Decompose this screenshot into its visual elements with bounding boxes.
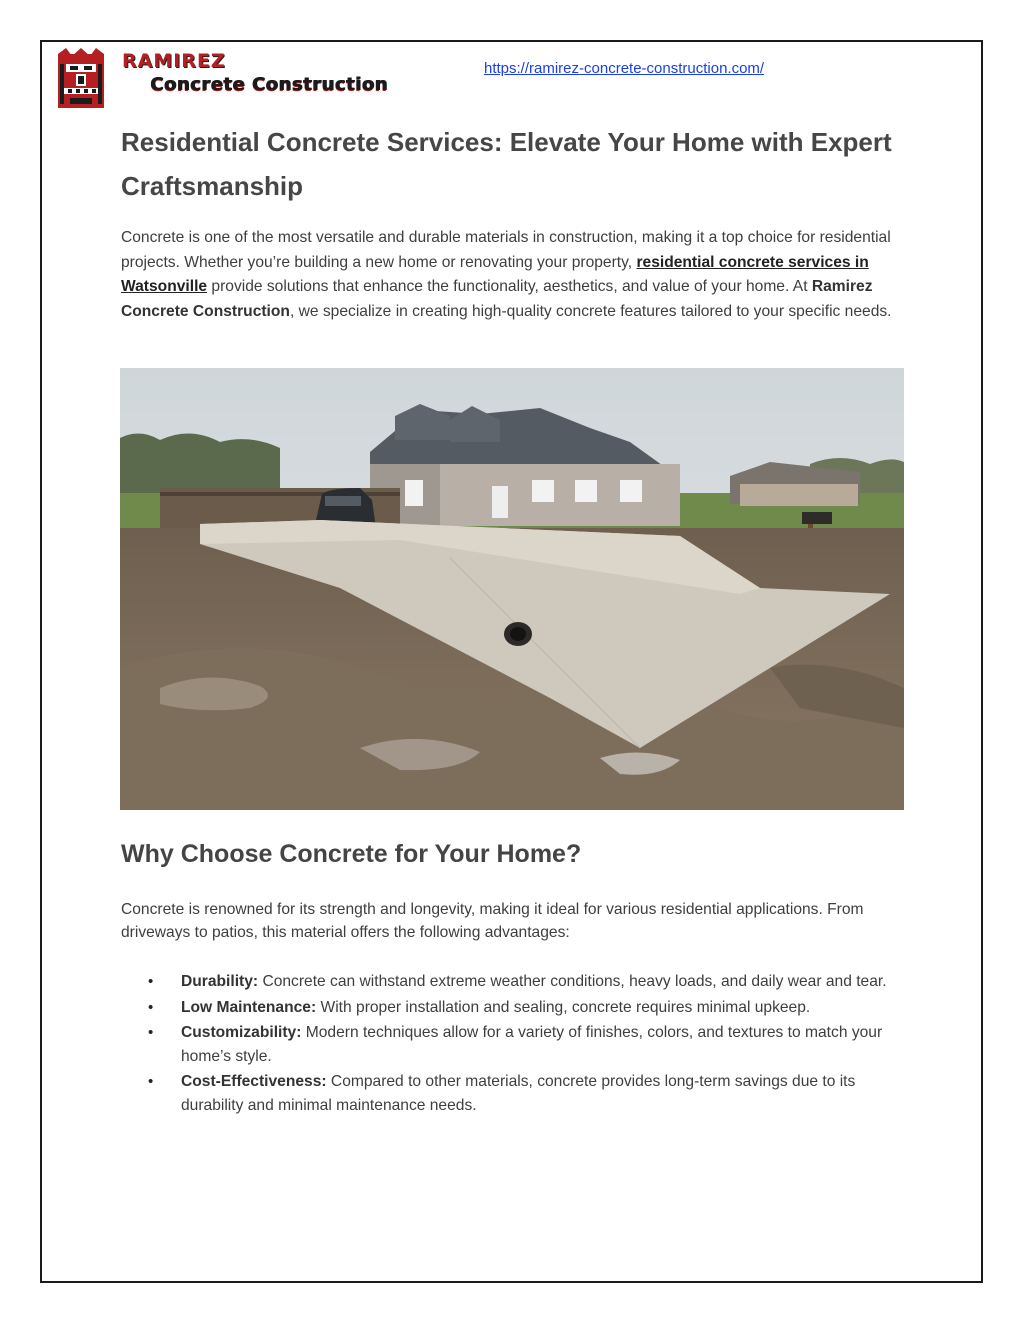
intro-paragraph bbox=[121, 226, 911, 324]
advantage-text: With proper installation and sealing, concrete requires minimal upkeep. bbox=[316, 998, 811, 1016]
aztec-mask-icon bbox=[56, 48, 106, 110]
advantage-term: Durability: bbox=[181, 973, 259, 990]
advantage-term: Cost-Effectiveness: bbox=[181, 1073, 327, 1090]
company-name: Ramirez Concrete Construction bbox=[121, 278, 873, 320]
advantage-term: Customizability: bbox=[181, 1024, 302, 1041]
bullet-icon: • bbox=[148, 1024, 154, 1041]
intro-text-1: Concrete is one of the most versatile and durable materials in construction, making it a top choice for residential projects. Whether you’re building a new home or renovating your property, bbox=[121, 229, 891, 271]
advantages-list bbox=[148, 970, 908, 1119]
intro-text-2: provide solutions that enhance the functionality, aesthetics, and value of your home. At bbox=[207, 278, 812, 295]
section-heading: Why Choose Concrete for Your Home? bbox=[121, 840, 582, 868]
company-logo[interactable] bbox=[56, 46, 396, 112]
page-title: Residential Concrete Services: Elevate Your Home with Expert Craftsmanship bbox=[121, 127, 892, 201]
watsonville-services-link[interactable]: residential concrete services in Watsonville bbox=[121, 253, 869, 295]
section-paragraph: Concrete is renowned for its strength and longevity, making it ideal for various residential applications. From driveways to patios, this material offers the following advantages: bbox=[121, 901, 864, 941]
list-item bbox=[148, 1070, 908, 1117]
logo-line-1: RAMIREZ bbox=[122, 50, 226, 72]
advantage-text: Compared to other materials, concrete provides long-term savings due to its durability and minimal maintenance needs. bbox=[181, 1073, 856, 1114]
bullet-icon: • bbox=[148, 998, 154, 1016]
logo-wordmark bbox=[122, 50, 388, 96]
bullet-icon: • bbox=[148, 1073, 154, 1090]
advantage-term: Low Maintenance: bbox=[181, 998, 317, 1016]
list-item bbox=[148, 996, 908, 1020]
driveway-house-photo bbox=[120, 368, 904, 810]
list-item bbox=[148, 970, 908, 994]
list-item bbox=[148, 1021, 908, 1068]
bullet-icon: • bbox=[148, 973, 154, 990]
advantage-text: Modern techniques allow for a variety of finishes, colors, and textures to match your home’s style. bbox=[181, 1024, 883, 1065]
advantage-text: Concrete can withstand extreme weather conditions, heavy loads, and daily wear and tear. bbox=[258, 973, 887, 990]
logo-line-2: Concrete Construction bbox=[150, 74, 388, 95]
intro-text-3: , we specialize in creating high-quality concrete features tailored to your specific needs. bbox=[289, 302, 892, 320]
website-url-link[interactable]: https://ramirez-concrete-construction.com/ bbox=[484, 60, 765, 77]
